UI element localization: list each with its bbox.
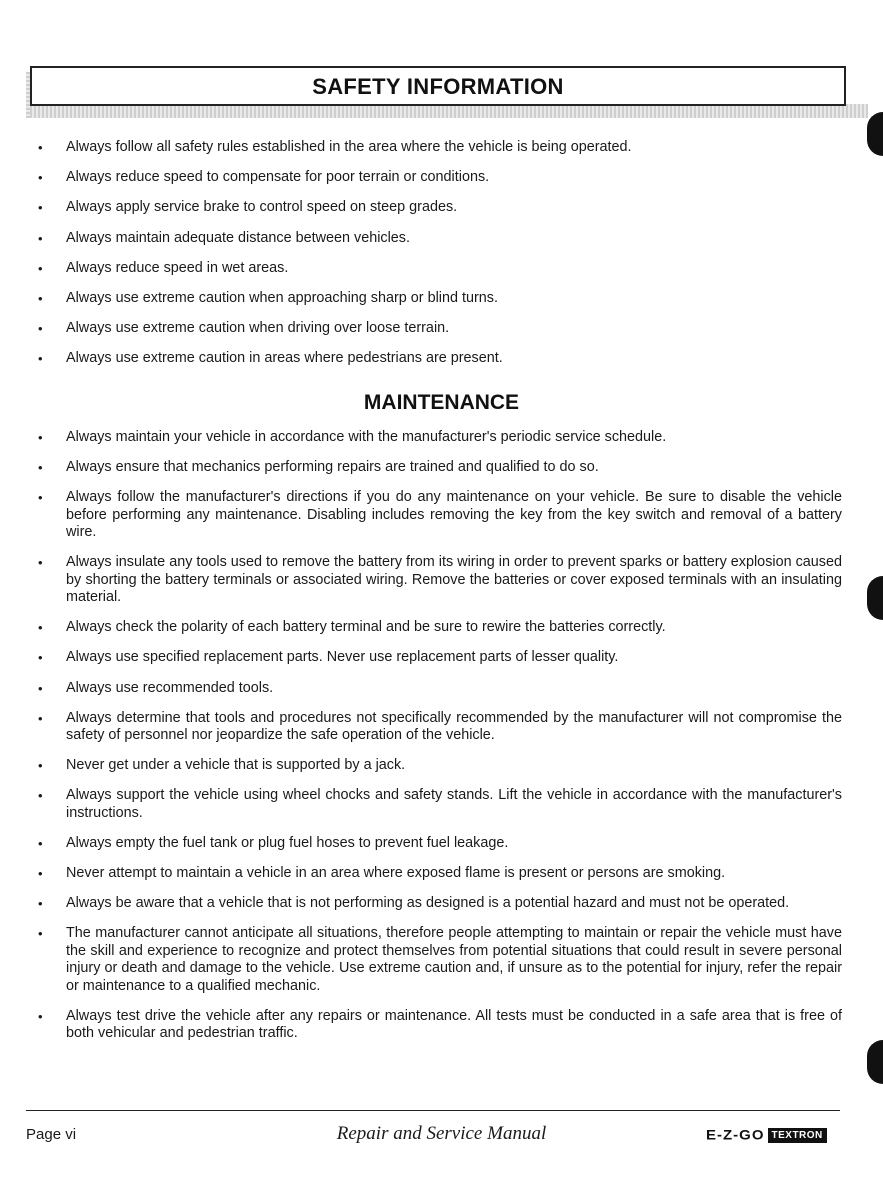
bullet-icon: •	[38, 866, 43, 882]
bullet-icon: •	[38, 460, 43, 476]
list-item-text: Always check the polarity of each battery terminal and be sure to rewire the batteries correctly.	[66, 619, 666, 636]
list-item	[36, 757, 842, 775]
list-item-text: Always be aware that a vehicle that is not performing as designed is a potential hazard and must not be operated.	[66, 895, 790, 912]
list-item-text: Always empty the fuel tank or plug fuel hoses to prevent fuel leakage.	[66, 834, 509, 851]
list-item-text: Always use specified replacement parts. Never use replacement parts of lesser quality.	[66, 649, 619, 666]
bullet-icon: •	[38, 896, 43, 912]
list-item	[36, 865, 842, 883]
list-item-text: Always follow all safety rules established in the area where the vehicle is being operated.	[66, 139, 632, 155]
list-item-text: Always determine that tools and procedures not specifically recommended by the manufacturer will not compromise the safety of personnel nor jeopardize the safe operation of the vehicle.	[66, 709, 842, 744]
list-item	[36, 260, 842, 278]
logo-textron-text: TEXTRON	[768, 1128, 827, 1143]
header-shadow-bottom	[30, 104, 868, 118]
bullet-icon: •	[38, 200, 43, 216]
list-item-text: Always reduce speed in wet areas.	[66, 259, 289, 276]
list-item	[36, 290, 842, 308]
maintenance-title: MAINTENANCE	[363, 391, 520, 414]
list-item-text: Always use recommended tools.	[66, 679, 274, 696]
maintenance-list	[36, 429, 842, 1055]
page-title: SAFETY INFORMATION	[312, 74, 564, 99]
page-edge-marker	[867, 112, 883, 156]
bullet-icon: •	[38, 140, 43, 155]
list-item	[36, 1008, 842, 1043]
page-edge-marker	[867, 1040, 883, 1084]
list-item	[36, 199, 842, 217]
bullet-icon: •	[38, 680, 43, 696]
list-item-text: Always apply service brake to control speed on steep grades.	[66, 199, 458, 216]
list-item	[36, 680, 842, 698]
list-item-text: The manufacturer cannot anticipate all situations, therefore people attempting to maintain or repair the vehicle must have the skill and experience to recognize and protect themselves from potential situations that could result in severe personal injury or death and damage to the vehicle. Use extreme caution and, if unsure as to the potential for injury, refer the repair or maintenance to a qualified mechanic.	[66, 925, 842, 994]
bullet-icon: •	[38, 835, 43, 851]
list-item	[36, 619, 842, 637]
bullet-icon: •	[38, 351, 43, 367]
safety-list	[36, 139, 842, 381]
list-item	[36, 320, 842, 338]
list-item-text: Always follow the manufacturer's directions if you do any maintenance on your vehicle. Be sure to disable the vehicle before performing any maintenance. Disabling includes removing the key from the key switch and removal of a battery wire.	[66, 489, 842, 541]
logo-ezgo-text: E-Z-GO	[706, 1127, 765, 1143]
bullet-icon: •	[38, 260, 43, 276]
list-item-text: Always maintain adequate distance between vehicles.	[66, 229, 410, 246]
list-item-text: Always maintain your vehicle in accordance with the manufacturer's periodic service schedule.	[66, 429, 667, 445]
list-item-text: Never get under a vehicle that is supported by a jack.	[66, 757, 406, 774]
bullet-icon: •	[38, 170, 43, 186]
bullet-icon: •	[38, 430, 43, 445]
list-item	[36, 139, 842, 157]
footer-rule	[26, 1110, 840, 1111]
list-item-text: Always ensure that mechanics performing repairs are trained and qualified to do so.	[66, 459, 599, 476]
manual-title: Repair and Service Manual	[336, 1123, 547, 1144]
page-edge-marker	[867, 576, 883, 620]
bullet-icon: •	[38, 926, 43, 942]
bullet-icon: •	[38, 290, 43, 306]
list-item	[36, 895, 842, 913]
bullet-icon: •	[38, 490, 43, 506]
bullet-icon: •	[38, 788, 43, 804]
bullet-icon: •	[38, 230, 43, 246]
list-item	[36, 835, 842, 853]
list-item	[36, 459, 842, 477]
header-box	[30, 66, 846, 106]
bullet-icon: •	[38, 1008, 43, 1024]
list-item	[36, 925, 842, 995]
bullet-icon: •	[38, 710, 43, 726]
list-item-text: Always use extreme caution when approaching sharp or blind turns.	[66, 289, 498, 306]
list-item-text: Always use extreme caution in areas where pedestrians are present.	[66, 350, 503, 367]
list-item-text: Always use extreme caution when driving over loose terrain.	[66, 320, 450, 337]
list-item	[36, 554, 842, 607]
list-item-text: Always reduce speed to compensate for poor terrain or conditions.	[66, 169, 490, 186]
list-item-text: Always test drive the vehicle after any repairs or maintenance. All tests must be conducted in a safe area that is free of both vehicular and pedestrian traffic.	[66, 1007, 842, 1042]
list-item	[36, 350, 842, 368]
list-item-text: Always support the vehicle using wheel chocks and safety stands. Lift the vehicle in accordance with the manufacturer's instructions.	[66, 787, 842, 821]
bullet-icon: •	[38, 620, 43, 636]
list-item	[36, 230, 842, 248]
list-item-text: Always insulate any tools used to remove the battery from its wiring in order to prevent sparks or battery explosion caused by shorting the battery terminals or associated wiring. Remove the batteries or cover exposed terminals with an insulating material.	[66, 554, 842, 606]
bullet-icon: •	[38, 650, 43, 666]
list-item	[36, 489, 842, 542]
bullet-icon: •	[38, 758, 43, 774]
list-item	[36, 169, 842, 187]
ezgo-logo	[706, 1128, 827, 1143]
list-item	[36, 429, 842, 447]
bullet-icon: •	[38, 555, 43, 571]
list-item	[36, 710, 842, 745]
page-number: Page vi	[26, 1126, 77, 1143]
list-item-text: Never attempt to maintain a vehicle in an area where exposed flame is present or persons are smoking.	[66, 865, 726, 882]
bullet-icon: •	[38, 321, 43, 337]
list-item	[36, 787, 842, 822]
list-item	[36, 649, 842, 667]
